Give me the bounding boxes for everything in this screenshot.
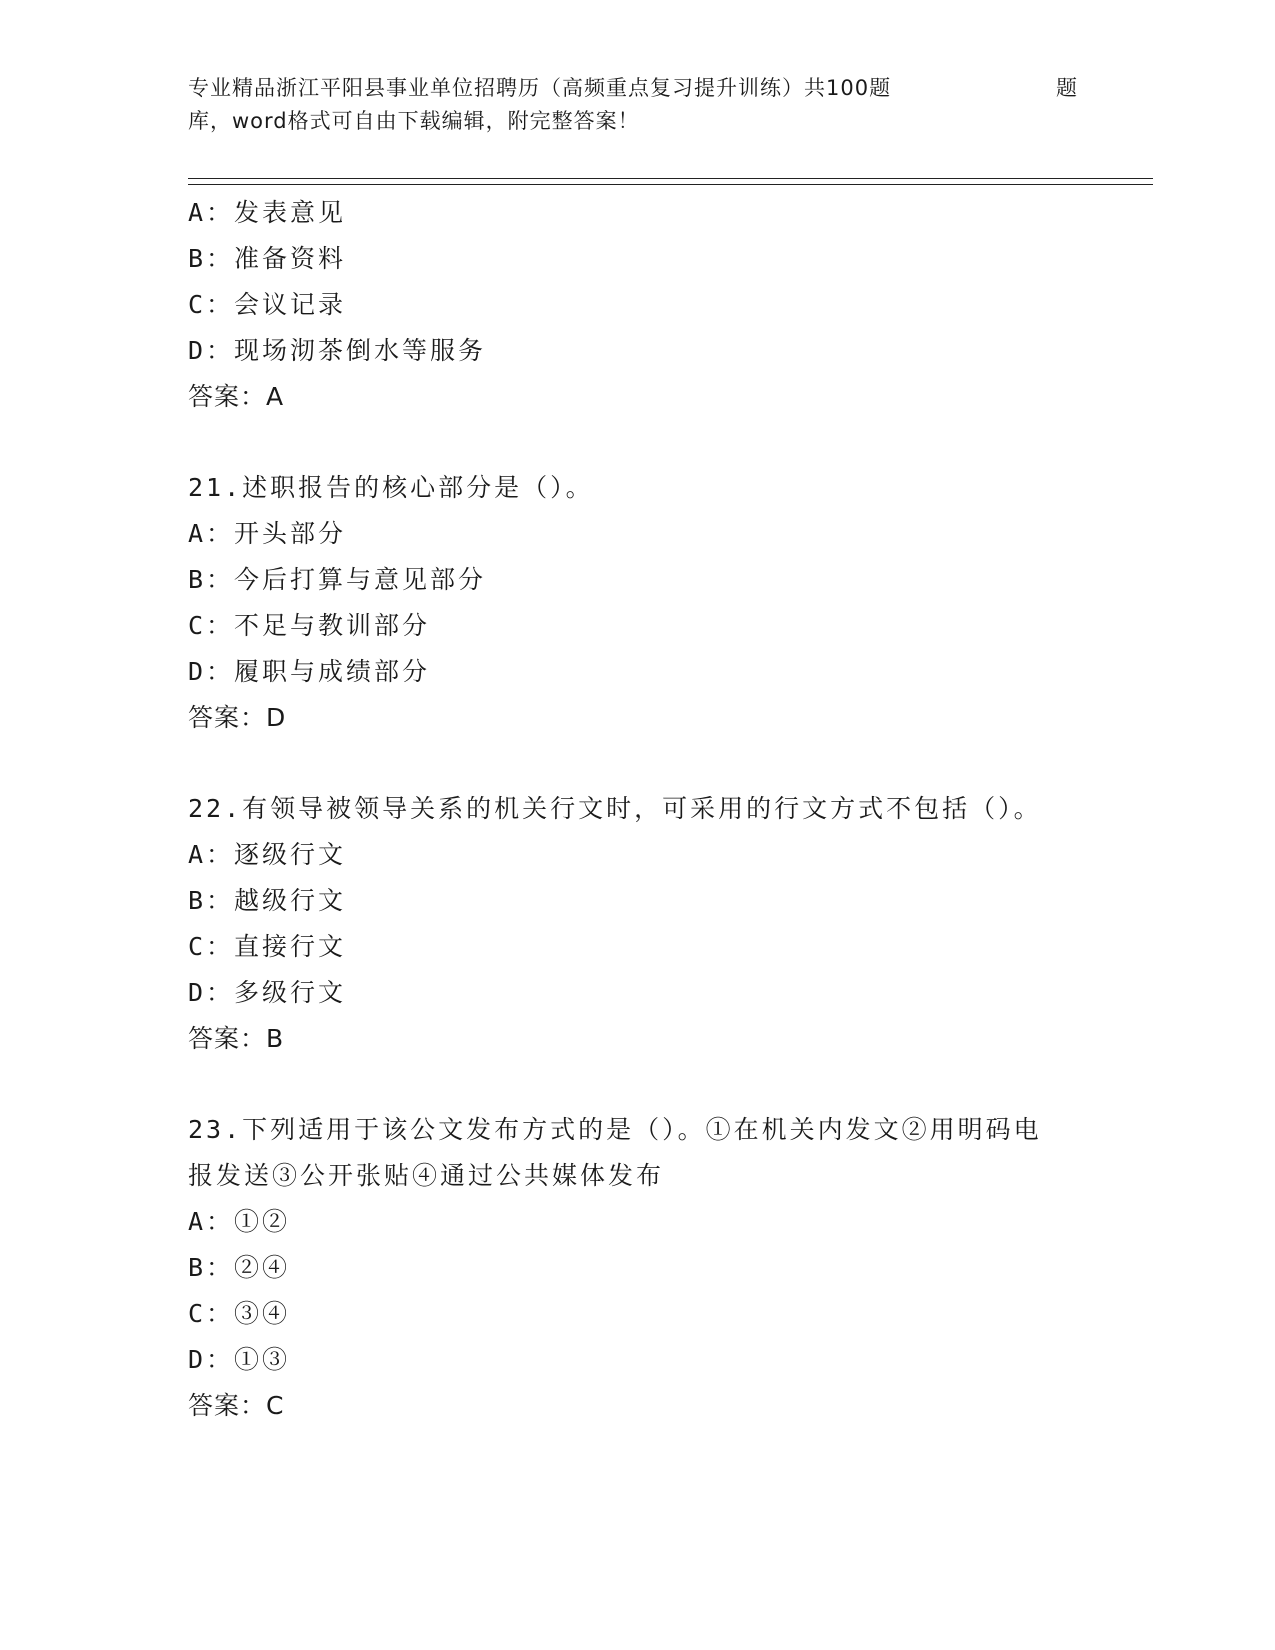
option-c: C：不足与教训部分 [188,611,431,640]
option-b: B：②④ [188,1253,291,1282]
question-23 [188,1107,1148,1429]
header-divider-bottom [188,184,1153,185]
header-title-line2: 库，word格式可自由下载编辑，附完整答案！ [188,109,640,133]
option-b: B：越级行文 [188,886,347,915]
spacer [188,420,1148,465]
document-header [188,72,1088,138]
question-text-line1: 23.下列适用于该公文发布方式的是（）。①在机关内发文②用明码电 [188,1115,1042,1144]
header-title-line1: 专业精品浙江平阳县事业单位招聘历（高频重点复习提升训练）共100题 [188,76,892,100]
question-list [188,190,1148,1429]
option-b: B：准备资料 [188,244,347,273]
spacer [188,1062,1148,1107]
option-c: C：③④ [188,1299,291,1328]
option-a: A：①② [188,1207,291,1236]
answer-line: 答案：D [188,703,287,732]
question-22 [188,786,1148,1062]
option-c: C：会议记录 [188,290,347,319]
header-divider-top [188,178,1153,179]
question-21 [188,465,1148,741]
option-a: A：逐级行文 [188,840,347,869]
option-c: C：直接行文 [188,932,347,961]
header-title-tail: 题 [1056,76,1078,100]
question-text-line2: 报发送③公开张贴④通过公共媒体发布 [188,1161,665,1190]
answer-line: 答案：C [188,1391,285,1420]
option-d: D：①③ [188,1345,291,1374]
question-20 [188,190,1148,420]
option-d: D：现场沏茶倒水等服务 [188,336,487,365]
option-b: B：今后打算与意见部分 [188,565,487,594]
spacer [188,741,1148,786]
question-text: 21.述职报告的核心部分是（）。 [188,473,594,502]
option-d: D：多级行文 [188,978,347,1007]
option-d: D：履职与成绩部分 [188,657,431,686]
answer-line: 答案：B [188,1024,285,1053]
option-a: A：开头部分 [188,519,347,548]
option-a: A：发表意见 [188,198,347,227]
answer-line: 答案：A [188,382,285,411]
question-text: 22.有领导被领导关系的机关行文时，可采用的行文方式不包括（）。 [188,794,1042,823]
